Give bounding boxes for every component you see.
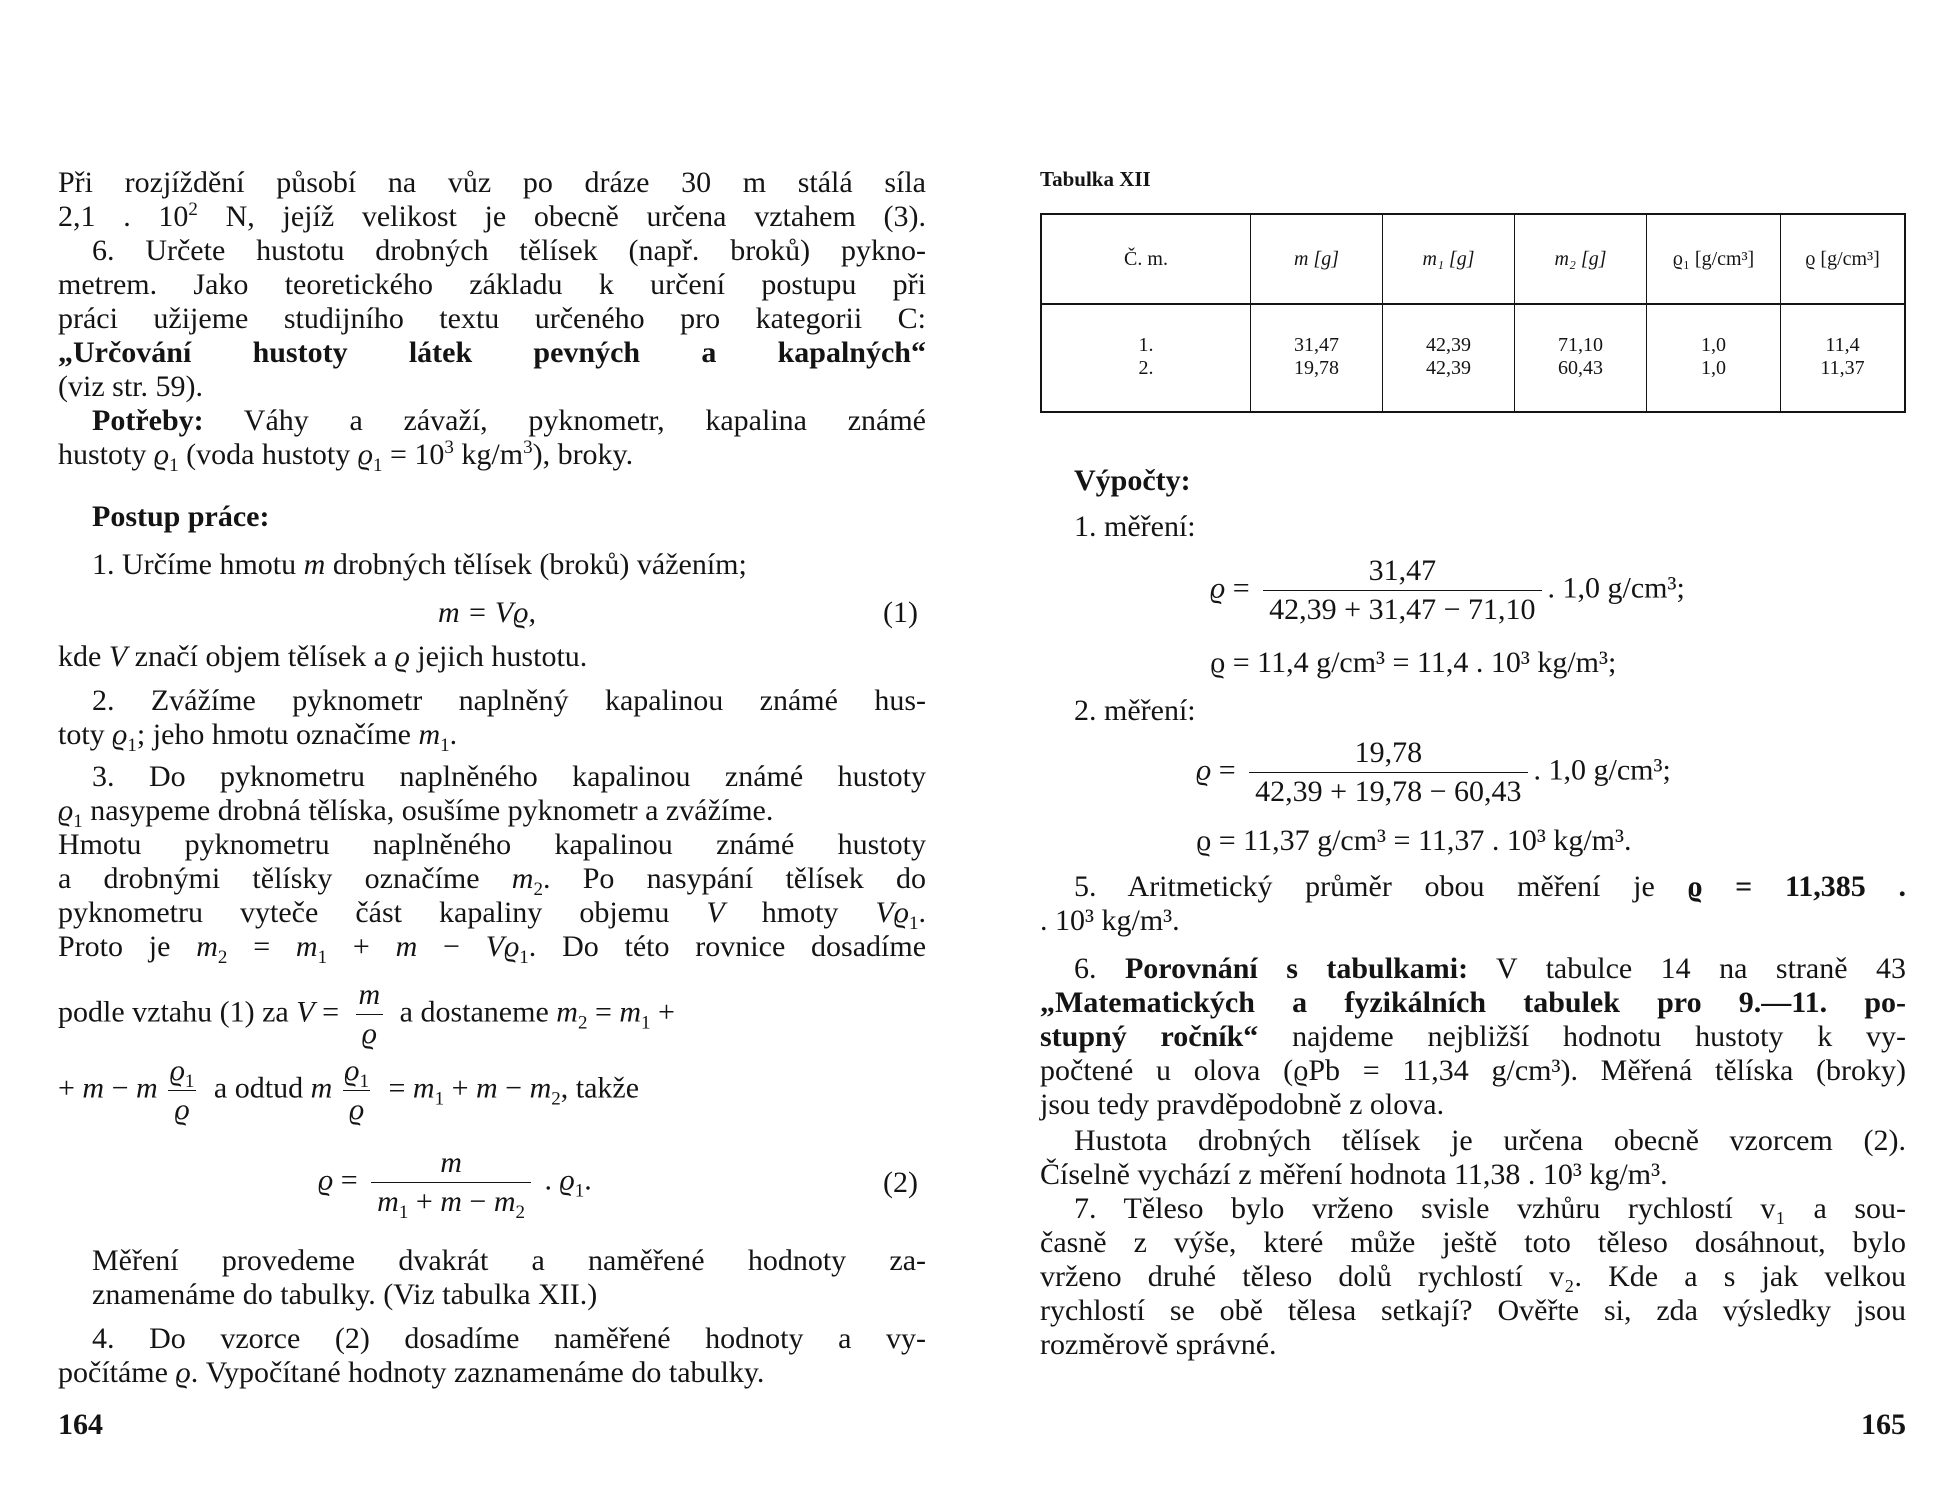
table-caption: Tabulka XII — [1040, 167, 1151, 191]
text-line: $ϱ_1$ nasypeme drobná tělíska, osušíme pyknometr a zvážíme. — [58, 794, 774, 832]
text-line: počítáme ϱ. Vypočítané hodnoty zaznamenáme do tabulky. — [58, 1356, 765, 1389]
table-row — [1041, 304, 1905, 357]
text-line: znamenáme do tabulky. (Viz tabulka XII.) — [92, 1278, 598, 1311]
table-header-cell: m₁ [g] — [1383, 214, 1515, 304]
table-row — [1041, 357, 1905, 412]
text-line: kde V značí objem tělísek a ϱ jejich hustotu. — [58, 640, 588, 673]
text-line: Měření provedeme dvakrát a naměřené hodnoty za- — [92, 1244, 926, 1277]
text-line: Hmotu pyknometru naplněného kapalinou známé hustoty — [58, 828, 926, 861]
page-number: 165 — [1861, 1408, 1906, 1441]
text-line: (viz str. 59). — [58, 370, 203, 403]
text-line-with-fraction: + m − m $\frac{ϱ_1}{ϱ}$ a odtud m $\frac{ϱ_1}{ϱ}$ = $m_1 + m - m_2$, takže — [58, 1054, 640, 1126]
text-line: Hustota drobných tělísek je určena obecně vzorcem (2). — [1074, 1124, 1906, 1157]
equation-1: m = Vϱ, — [438, 596, 536, 629]
page-number: 164 — [58, 1408, 103, 1441]
text-line: 4. Do vzorce (2) dosadíme naměřené hodnoty a vy- — [92, 1322, 926, 1355]
text-line: 6. Určete hustotu drobných tělísek (např. broků) pykno- — [92, 234, 926, 267]
text-line: a drobnými tělísky označíme $m_2$. Po nasypání tělísek do — [58, 862, 926, 900]
table-cell: 42,39 — [1383, 304, 1515, 357]
table-header-row — [1041, 214, 1905, 304]
table-cell: 19,78 — [1251, 357, 1383, 412]
calc-heading: Výpočty: — [1074, 464, 1191, 497]
table-header-cell: ϱ₁ [g/cm³] — [1647, 214, 1781, 304]
procedure-heading: Postup práce: — [92, 500, 270, 533]
text-line: Proto je $m_2 = m_1 + m - Vϱ_1$. Do této rovnice dosadíme — [58, 930, 927, 968]
table-cell: 1,0 — [1647, 304, 1781, 357]
needs-line: Potřeby: Váhy a závaží, pyknometr, kapalina známé — [92, 404, 926, 437]
measurement-label: 1. měření: — [1074, 510, 1196, 543]
text-line: 2,1 . $10^2$ N, jejíž velikost je obecně určena vztahem (3). — [58, 199, 926, 233]
text-line: Číselně vychází z měření hodnota 11,38 . 10³ kg/m³. — [1040, 1158, 1668, 1191]
table-header-cell: m [g] — [1251, 214, 1383, 304]
text-line: pyknometru vyteče část kapaliny objemu V hmoty $Vϱ_1$. — [58, 896, 926, 934]
table-header-cell: ϱ [g/cm³] — [1781, 214, 1906, 304]
text-line-bold: „Určování hustoty látek pevných a kapalných“ — [58, 336, 926, 369]
text-line: 5. Aritmetický průměr obou měření je ϱ = 11,385 . — [1074, 870, 1906, 903]
equation-number: (1) — [883, 596, 918, 629]
measurement-label: 2. měření: — [1074, 694, 1196, 727]
text-line: toty $ϱ_1$; jeho hmotu označíme $m_1$. — [58, 718, 458, 756]
table-cell: 31,47 — [1251, 304, 1383, 357]
text-line: jsou tedy pravděpodobně z olova. — [1040, 1088, 1445, 1121]
text-line: 7. Těleso bylo vrženo svisle vzhůru rychlostí v₁ a sou- — [1074, 1192, 1906, 1225]
table-cell: 71,10 — [1515, 304, 1647, 357]
table-cell: 1. — [1138, 334, 1154, 356]
measurement-table — [1040, 213, 1906, 413]
calc-result: ϱ = 11,4 g/cm³ = 11,4 . 10³ kg/m³; — [1210, 646, 1617, 679]
needs-line: hustoty $ϱ_1$ (voda hustoty $ϱ_1 = 10^3$ $kg/m^3$), broky. — [58, 437, 634, 476]
text-line: vrženo druhé těleso dolů rychlostí v₂. Kde a s jak velkou — [1040, 1260, 1906, 1293]
text-line-bold: „Matematických a fyzikálních tabulek pro 9.—11. po- — [1040, 986, 1906, 1019]
text-line: metrem. Jako teoretického základu k určení postupu při — [58, 268, 926, 301]
equation-number: (2) — [883, 1166, 918, 1199]
equation-2: ϱ = $\frac{m}{m_1 + m - m_2}$ . $ϱ_1$. — [318, 1146, 592, 1223]
table-header-cell: m₂ [g] — [1515, 214, 1647, 304]
table-cell: 11,4 — [1781, 304, 1906, 357]
calc-equation: ϱ = $\frac{31,47}{42,39 + 31,47 - 71,10}$ . 1,0 g/cm³; — [1210, 554, 1685, 626]
table-cell: 2. — [1138, 357, 1154, 379]
text-line: časně z výše, které může ještě toto těleso dosáhnout, bylo — [1040, 1226, 1906, 1259]
table-cell: 11,37 — [1781, 357, 1906, 412]
calc-equation: ϱ = $\frac{19,78}{42,39 + 19,78 - 60,43}$ . 1,0 g/cm³; — [1196, 736, 1671, 808]
text-line: Při rozjíždění působí na vůz po dráze 30 m stálá síla — [58, 166, 926, 199]
table-cell: 60,43 — [1515, 357, 1647, 412]
text-line: práci užijeme studijního textu určeného pro kategorii C: — [58, 302, 926, 335]
text-line: 6. Porovnání s tabulkami: V tabulce 14 na straně 43 — [1074, 952, 1907, 985]
text-line: počtené u olova (ϱPb = 11,34 g/cm³). Měřená tělíska (broky) — [1040, 1054, 1906, 1087]
table-cell: 1,0 — [1647, 357, 1781, 412]
text-line: rozměrově správné. — [1040, 1328, 1277, 1361]
text-line: 1. Určíme hmotu m drobných tělísek (broků) vážením; — [92, 548, 747, 581]
text-line: 2. Zvážíme pyknometr naplněný kapalinou známé hus- — [92, 684, 926, 717]
calc-result: ϱ = 11,37 g/cm³ = 11,37 . 10³ kg/m³. — [1196, 824, 1632, 857]
table-cell: 42,39 — [1383, 357, 1515, 412]
text-line: . 10³ kg/m³. — [1040, 904, 1180, 937]
table-header-cell: Č. m. — [1041, 214, 1251, 304]
text-line: stupný ročník“ najdeme nejbližší hodnotu hustoty k vy- — [1040, 1020, 1906, 1053]
text-line: 3. Do pyknometru naplněného kapalinou známé hustoty — [92, 760, 926, 793]
text-line: rychlostí se obě tělesa setkají? Ověřte si, zda výsledky jsou — [1040, 1294, 1906, 1327]
text-line-with-fraction: podle vztahu (1) za V = $\frac{m}{ϱ}$ a dostaneme $m_2 = m_1$ + — [58, 978, 675, 1050]
